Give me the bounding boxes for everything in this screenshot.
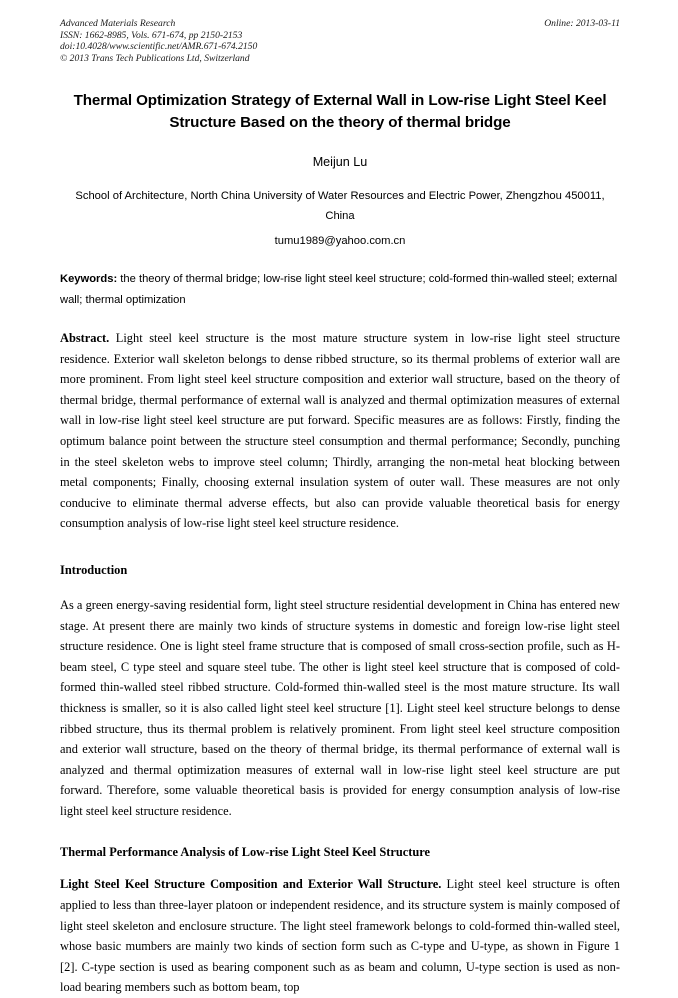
abstract-block	[60, 328, 620, 534]
section-heading-introduction: Introduction	[60, 562, 128, 577]
section-heading-thermal-performance: Thermal Performance Analysis of Low-rise Light Steel Keel Structure	[60, 845, 431, 860]
doi-line: doi:10.4028/www.scientific.net/AMR.671-674.2150	[60, 41, 258, 53]
abstract-label: Abstract.	[60, 331, 110, 345]
journal-name: Advanced Materials Research	[60, 18, 176, 29]
author-affiliation: School of Architecture, North China University of Water Resources and Electric Power, Zhengzhou 450011, China	[75, 190, 605, 222]
introduction-paragraph: As a green energy-saving residential form, light steel structure residential development in China has entered new stage. At present there are mainly two kinds of structure systems in domestic and foreign low-rise light steel structure residence. One is light steel frame structure that is composed of small cross-section profile, such as H-beam steel, C type steel and square steel tube. The other is light steel keel structure that is composed of cold-formed thin-walled steel ribbed structure. Cold-formed thin-walled steel is the most mature structure. Its wall thickness is smaller, so it is also called light steel keel structure [1]. Light steel keel structure belongs to dense ribbed structure, thus its thermal problem is relatively prominent. From light steel keel structure composition and exterior wall structure, based on the theory of thermal bridge, its thermal performance of external wall is analyzed and thermal optimization measures of external wall in low-rise light steel keel structure are put forward. Therefore, some valuable theoretical basis is provided for energy consumption analysis of low-rise light steel keel structure residence.	[60, 597, 620, 818]
keywords-label: Keywords:	[60, 273, 118, 285]
abstract-text: Light steel keel structure is the most mature structure system in low-rise light steel structure residence. Exterior wall skeleton belongs to dense ribbed structure, so its thermal problems of exterior wall are more prominent. From light steel keel structure composition and exterior wall structure, based on the theory of thermal bridge, thermal performance of external wall is analyzed and thermal optimization measures of external wall in low-rise light steel keel structure are put forward. Specific measures are as follows: Firstly, finding the optimum balance point between the structure steel consumption and thermal performance; Secondly, punching in the steel skeleton webs to improve steel column; Thirdly, arranging the non-metal heat blocking between metal components; Finally, choosing external insulation system of outer wall. These measures are not only conducive to eliminate thermal adverse effects, but also can provide valuable theoretical basis for energy consumption analysis of low-rise light steel keel structure residence.	[60, 331, 620, 531]
composition-lead-in: Light Steel Keel Structure Composition and Exterior Wall Structure.	[60, 877, 442, 892]
keywords-block	[60, 269, 620, 311]
copyright-line: © 2013 Trans Tech Publications Ltd, Switzerland	[60, 52, 250, 64]
issn-line: ISSN: 1662-8985, Vols. 671-674, pp 2150-2153	[60, 29, 243, 41]
composition-text: Light steel keel structure is often applied to less than three-layer platoon or independent residence, and its structure system is mainly composed of light steel skeleton and enclosure structure. The light steel framework belongs to cold-formed thin-walled steel, whose basic mumbers are mainly two kinds of section form such as C-type and U-type, as shown in Figure 1 [2]. C-type section is used as bearing component such as as beam and column, U-type section is used as non-load bearing members such as bottom beam, top	[60, 877, 620, 995]
author-email: tumu1989@yahoo.com.cn	[274, 235, 406, 247]
journal-masthead	[60, 18, 620, 68]
composition-paragraph	[60, 874, 620, 998]
online-date: Online: 2013-03-11	[544, 18, 620, 29]
keywords-text: the theory of thermal bridge; low-rise light steel keel structure; cold-formed thin-walled steel; external wall; thermal optimization	[60, 273, 618, 306]
author-name: Meijun Lu	[312, 155, 368, 169]
page-title: Thermal Optimization Strategy of External Wall in Low-rise Light Steel Keel Structure Based on the theory of thermal bridge	[73, 92, 607, 131]
